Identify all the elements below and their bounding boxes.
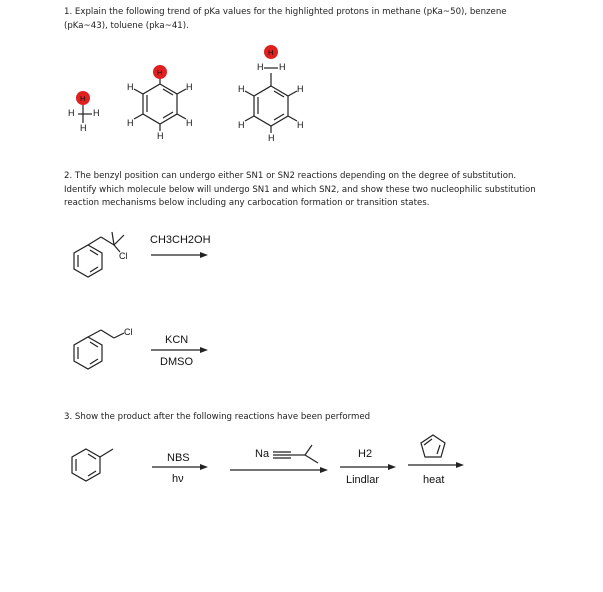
toluene-h-lower-right: H (297, 120, 304, 130)
benzene-h-upper-left: H (127, 82, 134, 92)
reagent-hv: hν (172, 473, 184, 485)
benzene-h-lower-right: H (186, 118, 193, 128)
sodium-label: Na (255, 448, 270, 460)
methane-structure (78, 105, 92, 123)
benzene-h-upper-right: H (186, 82, 193, 92)
lindlar-arrow (340, 464, 396, 470)
reagent-dmso: DMSO (160, 356, 193, 368)
toluene-highlighted-h: H (268, 48, 274, 57)
reagent-ethanol: CH3CH2OH (150, 234, 211, 246)
toluene-h-upper-right: H (297, 84, 304, 94)
sn-substrate-2 (74, 330, 124, 369)
sn1-arrow (151, 252, 208, 258)
question-2: 2. The benzyl position can undergo either SN1 or SN2 reactions depending on the degree of substitution. Identify which molecule below will undergo SN1 and which SN2, and show these two nucleophilic substitution reaction mechanisms below including any carbocation formation or transition states. (64, 171, 536, 208)
methane-h-bottom: H (80, 123, 87, 133)
chlorine-label-1: Cl (119, 251, 128, 261)
toluene-methyl-h-right: H (279, 62, 286, 72)
benzene-ring-1 (134, 77, 186, 131)
toluene-h-upper-left: H (238, 84, 245, 94)
reagent-lindlar: Lindlar (346, 474, 380, 486)
methane-h-right: H (93, 108, 100, 118)
benzene-highlighted-h: H (157, 68, 163, 77)
benzene-h-bottom: H (157, 131, 164, 141)
q3-toluene (72, 449, 113, 481)
sn-substrate-1 (74, 232, 124, 277)
reagent-h2: H2 (358, 448, 373, 460)
reagent-heat: heat (423, 474, 445, 486)
benzene-h-lower-left: H (127, 118, 134, 128)
reagent-kcn: KCN (165, 334, 189, 346)
nbs-arrow (152, 464, 208, 470)
reagent-nbs: NBS (167, 452, 190, 464)
chlorine-label-2: Cl (124, 327, 133, 337)
toluene-h-bottom: H (268, 133, 275, 143)
question-3: 3. Show the product after the following reactions have been performed (64, 412, 371, 422)
sodium-alkynide (273, 445, 318, 463)
toluene-methyl-h-left: H (257, 62, 264, 72)
methane-highlighted-h: H (80, 94, 86, 103)
toluene-h-lower-left: H (238, 120, 245, 130)
toluene-ring (245, 68, 297, 133)
heat-arrow (408, 462, 464, 468)
sn2-arrow (151, 347, 208, 353)
methane-h-left: H (68, 108, 75, 118)
question-1: 1. Explain the following trend of pKa values for the highlighted protons in methane (pKa~50), benzene (pKa~43), toluene (pka~41). (64, 7, 507, 31)
alkynide-arrow (230, 467, 328, 473)
cyclopentadiene (421, 435, 445, 457)
